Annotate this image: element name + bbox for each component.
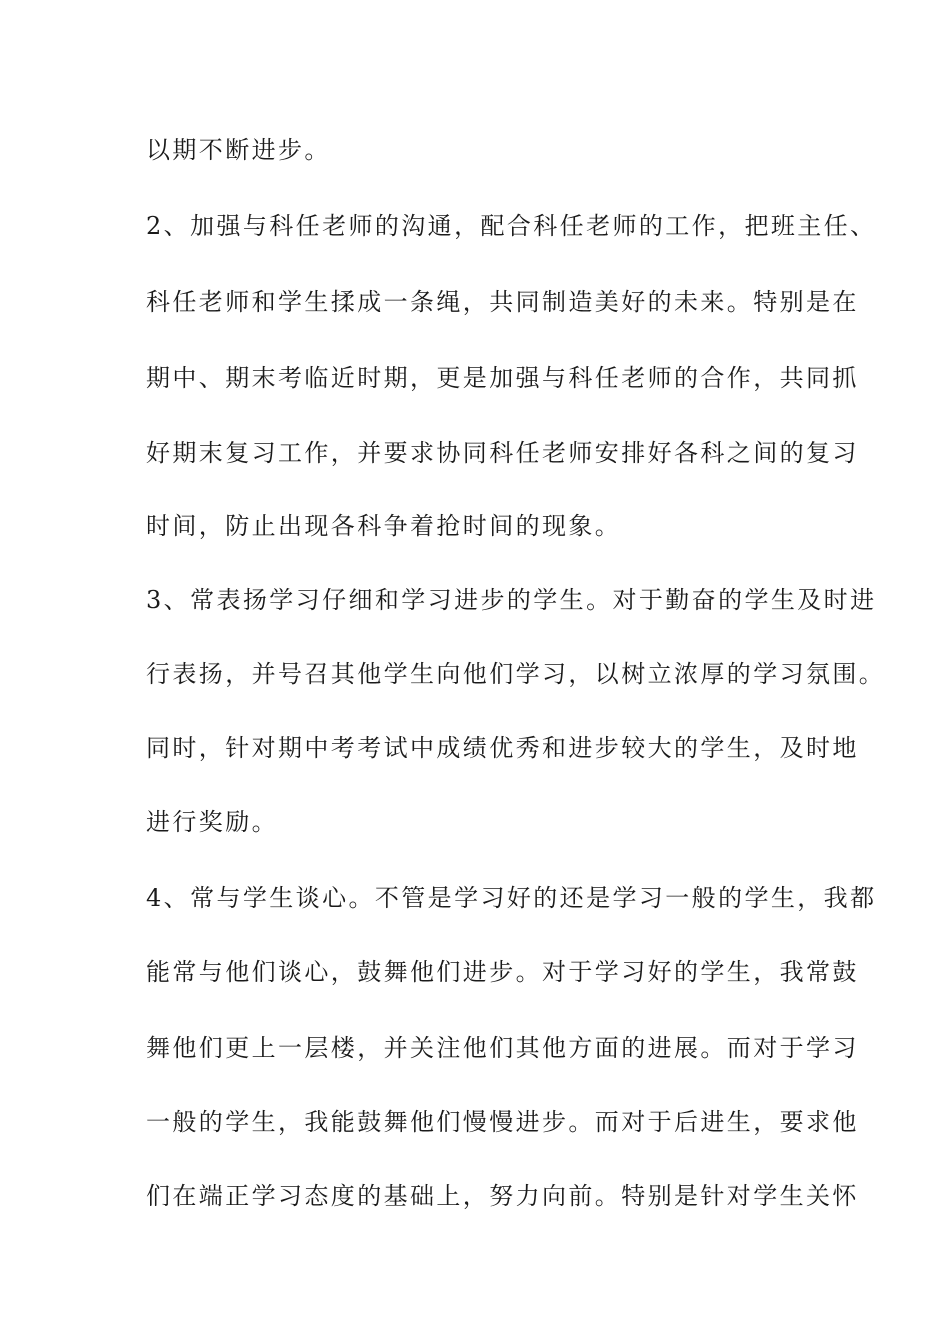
text-line: 3、常表扬学习仔细和学习进步的学生。对于勤奋的学生及时进 [146, 586, 877, 614]
text-line: 一般的学生，我能鼓舞他们慢慢进步。而对于后进生，要求他 [146, 1108, 859, 1136]
text-line: 2、加强与科任老师的沟通，配合科任老师的工作，把班主任、 [146, 212, 877, 240]
text-line: 能常与他们谈心，鼓舞他们进步。对于学习好的学生，我常鼓 [146, 958, 859, 986]
text-line: 科任老师和学生揉成一条绳，共同制造美好的未来。特别是在 [146, 288, 859, 316]
text-line: 行表扬，并号召其他学生向他们学习，以树立浓厚的学习氛围。 [146, 660, 886, 688]
text-line: 舞他们更上一层楼，并关注他们其他方面的进展。而对于学习 [146, 1034, 859, 1062]
text-line: 时间，防止出现各科争着抢时间的现象。 [146, 512, 622, 540]
text-line: 期中、期末考临近时期，更是加强与科任老师的合作，共同抓 [146, 364, 859, 392]
text-line: 以期不断进步。 [146, 136, 331, 164]
text-line: 进行奖励。 [146, 808, 278, 836]
text-line: 4、常与学生谈心。不管是学习好的还是学习一般的学生，我都 [146, 884, 877, 912]
text-line: 好期末复习工作，并要求协同科任老师安排好各科之间的复习 [146, 439, 859, 467]
text-line: 们在端正学习态度的基础上，努力向前。特别是针对学生关怀 [146, 1182, 859, 1210]
text-line: 同时，针对期中考考试中成绩优秀和进步较大的学生，及时地 [146, 734, 859, 762]
